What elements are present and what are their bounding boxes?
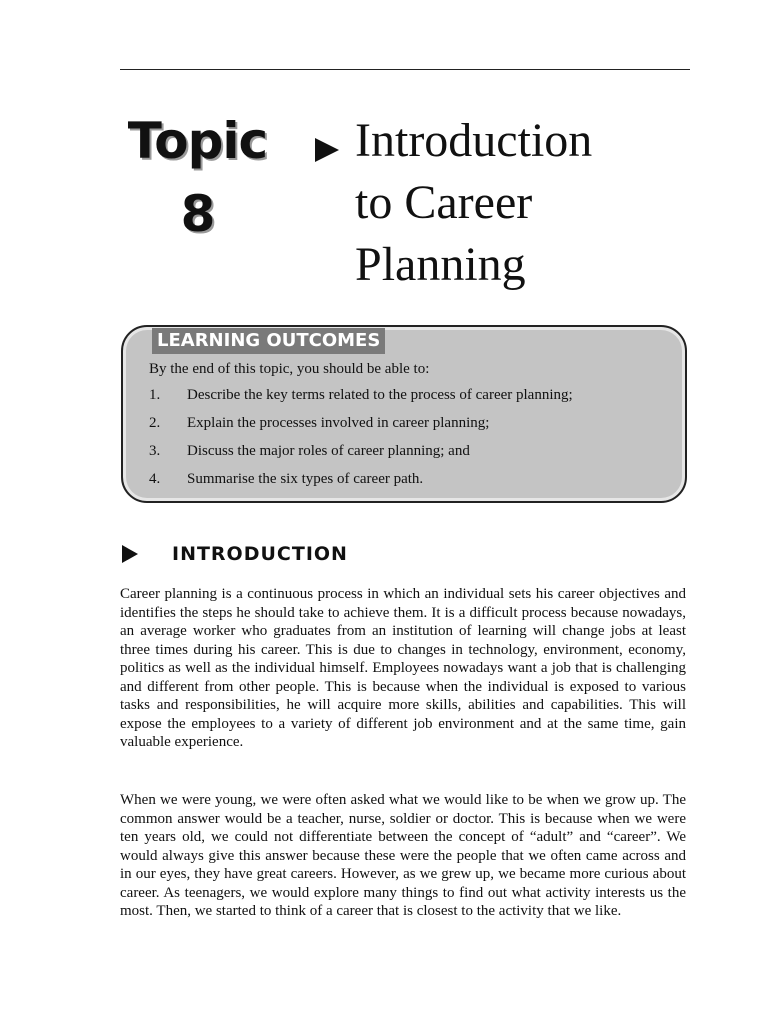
topic-label [120, 112, 275, 243]
chapter-title-line-3: Planning [355, 238, 526, 291]
chapter-title [355, 110, 685, 296]
outcome-number: 1. [149, 387, 161, 403]
topic-word: Topic [127, 112, 268, 170]
learning-outcomes-heading: LEARNING OUTCOMES [152, 328, 385, 354]
learning-outcome-item [149, 470, 573, 498]
chapter-title-line-2: to Career [355, 176, 533, 229]
outcome-number: 2. [149, 415, 161, 431]
title-arrow-icon [315, 138, 339, 162]
learning-outcome-item [149, 386, 573, 414]
topic-number: 8 [180, 185, 215, 243]
body-paragraph-2: When we were young, we were often asked what we would like to be when we grow up. The common answer would be a teacher, nurse, soldier or doctor. This is because when we were ten years old, we could not differentiate between the concept of “adult” and “career”. We would always give this answer because these were the people that we often came across and in our eyes, they have great careers. However, as we grew up, we became more curious about career. As teenagers, we would explore many things to find out what activity interests us the most. Then, we started to think of a career that is closest to the activity that we like. [120, 792, 686, 919]
learning-outcome-item [149, 442, 573, 470]
body-paragraph-1: Career planning is a continuous process in which an individual sets his career objectives and identifies the steps he should take to achieve them. It is a difficult process because nowadays, an average worker who graduates from an institution of learning will change jobs at least three times during his career. This is due to changes in technology, environment, economy, politics as well as the individual himself. Employees nowadays want a job that is challenging and different from other people. This is because when the individual is exposed to various tasks and responsibilities, he will acquire more skills, abilities and capabilities. This will expose the employees to a variety of different job environment and at the same time, gain valuable experience. [120, 586, 686, 750]
learning-outcome-item [149, 414, 573, 442]
outcome-text: Summarise the six types of career path. [187, 471, 424, 487]
learning-outcomes-list [149, 386, 573, 498]
section-heading: INTRODUCTION [172, 543, 348, 565]
learning-outcomes-intro: By the end of this topic, you should be able to: [149, 361, 430, 377]
header-rule [120, 69, 690, 70]
outcome-text: Discuss the major roles of career planning; and [187, 443, 470, 459]
outcome-text: Explain the processes involved in career planning; [187, 415, 490, 431]
outcome-number: 4. [149, 471, 161, 487]
section-arrow-icon [122, 545, 138, 563]
outcome-text: Describe the key terms related to the process of career planning; [187, 387, 573, 403]
chapter-title-line-1: Introduction [355, 114, 593, 167]
outcome-number: 3. [149, 443, 161, 459]
